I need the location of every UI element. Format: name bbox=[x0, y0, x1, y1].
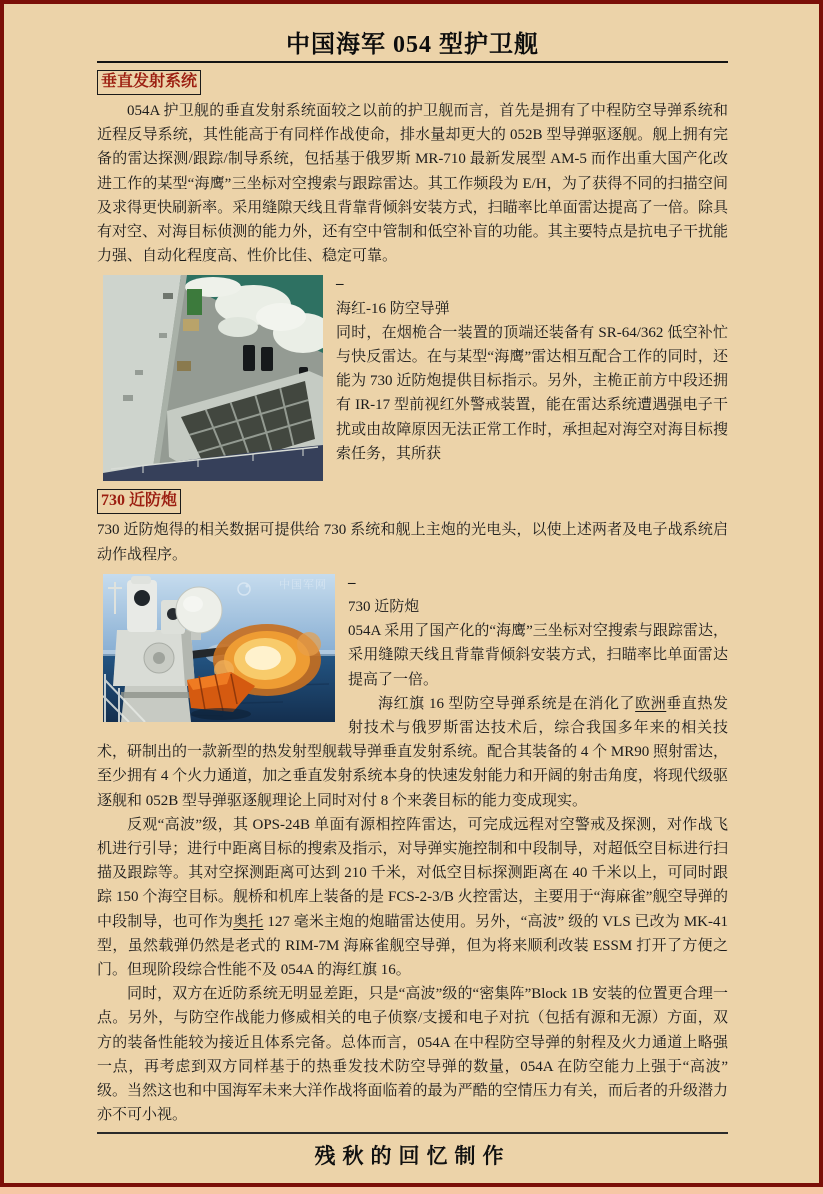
photo-watermark: 中国军网 bbox=[279, 578, 327, 591]
figure-vls bbox=[97, 272, 728, 483]
page-footer bbox=[97, 1132, 728, 1170]
figure-body-hh16: 同时，在烟桅合一装置的顶端还装备有 SR-64/362 低空补忙与快反雷达。在与某型“海鹰”雷达相互配合工作的同时，还能为 730 近防炮提供目标指示。另外，主桅正前方中段还拥有 IR-17 型前视红外警戒装置，能在雷达系统遭遇强电子干扰或由故障原因无法正常工作时，承担起对海空对海目标搜索任务，其所获 bbox=[336, 324, 728, 462]
footer-credit: 残秋的回忆制作 bbox=[314, 1144, 511, 1168]
section-header-vls: 垂直发射系统 bbox=[97, 70, 201, 95]
section-header-row-vls bbox=[97, 70, 728, 95]
paragraph-hhq16: 海红旗 16 型防空导弹系统是在消化了欧洲垂直热发射技术与俄罗斯雷达技术后，综合我国多年来的相关技术，研制出的一款新型的热发射型舰载导弹垂直发射系统。配合其装备的 4 个 MR90 照射雷达，至少拥有 4 个火力通道，加之垂直发射系统本身的快速发射能力和开阔的射击角度，将现代级驱逐舰和 052B 型导弹驱逐舰理论上同时对付 8 个来袭目标的能力变成现实。 bbox=[97, 695, 728, 809]
figure-730 bbox=[97, 571, 728, 813]
footer-divider bbox=[97, 1132, 728, 1134]
figure-dash: – bbox=[336, 276, 344, 293]
title-divider bbox=[97, 61, 728, 63]
page-title: 中国海军 054 型护卫舰 bbox=[286, 32, 539, 58]
document-content bbox=[4, 4, 819, 1128]
ciws-photo-wrap bbox=[103, 574, 335, 722]
ciws-firing-photo bbox=[103, 574, 335, 722]
figure-body-730: 054A 采用了国产化的“海鹰”三坐标对空搜索与跟踪雷达，采用缝隙天线且背靠背倾斜安装方式，扫瞄率比单面雷达提高了一倍。 bbox=[348, 623, 728, 688]
section-header-row-730 bbox=[97, 489, 728, 514]
figure-caption-730: 730 近防炮 bbox=[348, 599, 420, 616]
paragraph-vls-intro: 054A 护卫舰的垂直发射系统面较之以前的护卫舰而言，首先是拥有了中程防空导弹系统和近程反导系统，其性能高于有同样作战使命，排水量却更大的 052B 型导弹驱逐舰。舰上拥有完备的雷达探测/跟踪/制导系统，包括基于俄罗斯 MR-710 最新发展型 AM-5 而作出重大国产化改进工作的某型“海鹰”三坐标对空搜索与跟踪雷达。其工作频段为 E/H，为了获得不同的扫描空间及求得更快刷新率。采用缝隙天线且背靠背倾斜安装方式，扫瞄率比单面雷达提高了一倍。除具有对空、对海目标侦测的能力外，还有空中管制和低空补盲的功能。其主要特点是抗电子干扰能力强、自动化程度高、性价比佳、稳定可靠。 bbox=[97, 103, 728, 265]
figure-caption-hh16: 海红-16 防空导弹 bbox=[336, 300, 450, 317]
vls-deck-photo bbox=[103, 275, 323, 481]
figure-dash: – bbox=[348, 574, 356, 591]
paragraph-730-intro: 730 近防炮得的相关数据可提供给 730 系统和舰上主炮的光电头，以使上述两者及电子战系统启动作战程序。 bbox=[97, 522, 728, 563]
paragraph-comparison: 同时，双方在近防系统无明显差距，只是“高波”级的“密集阵”Block 1B 安装的位置更合理一点。另外，与防空作战能力修威相关的电子侦察/支援和电子对抗（包括有源和无源）方面，双方的装备性能较为接近且体系完备。总体而言，054A 在中程防空导弹的射程及火力通道上略强一点，再考虑到双方同样基于的热垂发技术防空导弹的数量，054A 在防空能力上强于“高波” 级。当然这也和中国海军未来大洋作战将面临着的最为严酷的空情压力有关，而后者的升级潜力亦不可小视。 bbox=[97, 986, 728, 1124]
paragraph-takanami: 反观“高波”级，其 OPS-24B 单面有源相控阵雷达，可完成远程对空警戒及探测，对作战飞机进行引导；进行中距离目标的搜索及指示，对导弹实施控制和中段制导，对超低空目标进行扫描及跟踪等。其对空探测距离可达到 210 千米，对低空目标探测距离在 40 千米以上，可同时跟踪 150 个海空目标。舰桥和机库上装备的是 FCS-2-3/B 火控雷达，主要用于“海麻雀”舰空导弹的中段制导，也可作为奥托 127 毫米主炮的炮瞄雷达使用。另外，“高波” 级的 VLS 已改为 MK-41 型，虽然载弹仍然是老式的 RIM-7M 海麻雀舰空导弹，但为将来顺利改装 ESSM 打开了方便之门。但现阶段综合性能不及 054A 的海红旗 16。 bbox=[97, 816, 728, 979]
section-header-730: 730 近防炮 bbox=[97, 489, 181, 514]
vls-photo-wrap bbox=[103, 275, 323, 481]
